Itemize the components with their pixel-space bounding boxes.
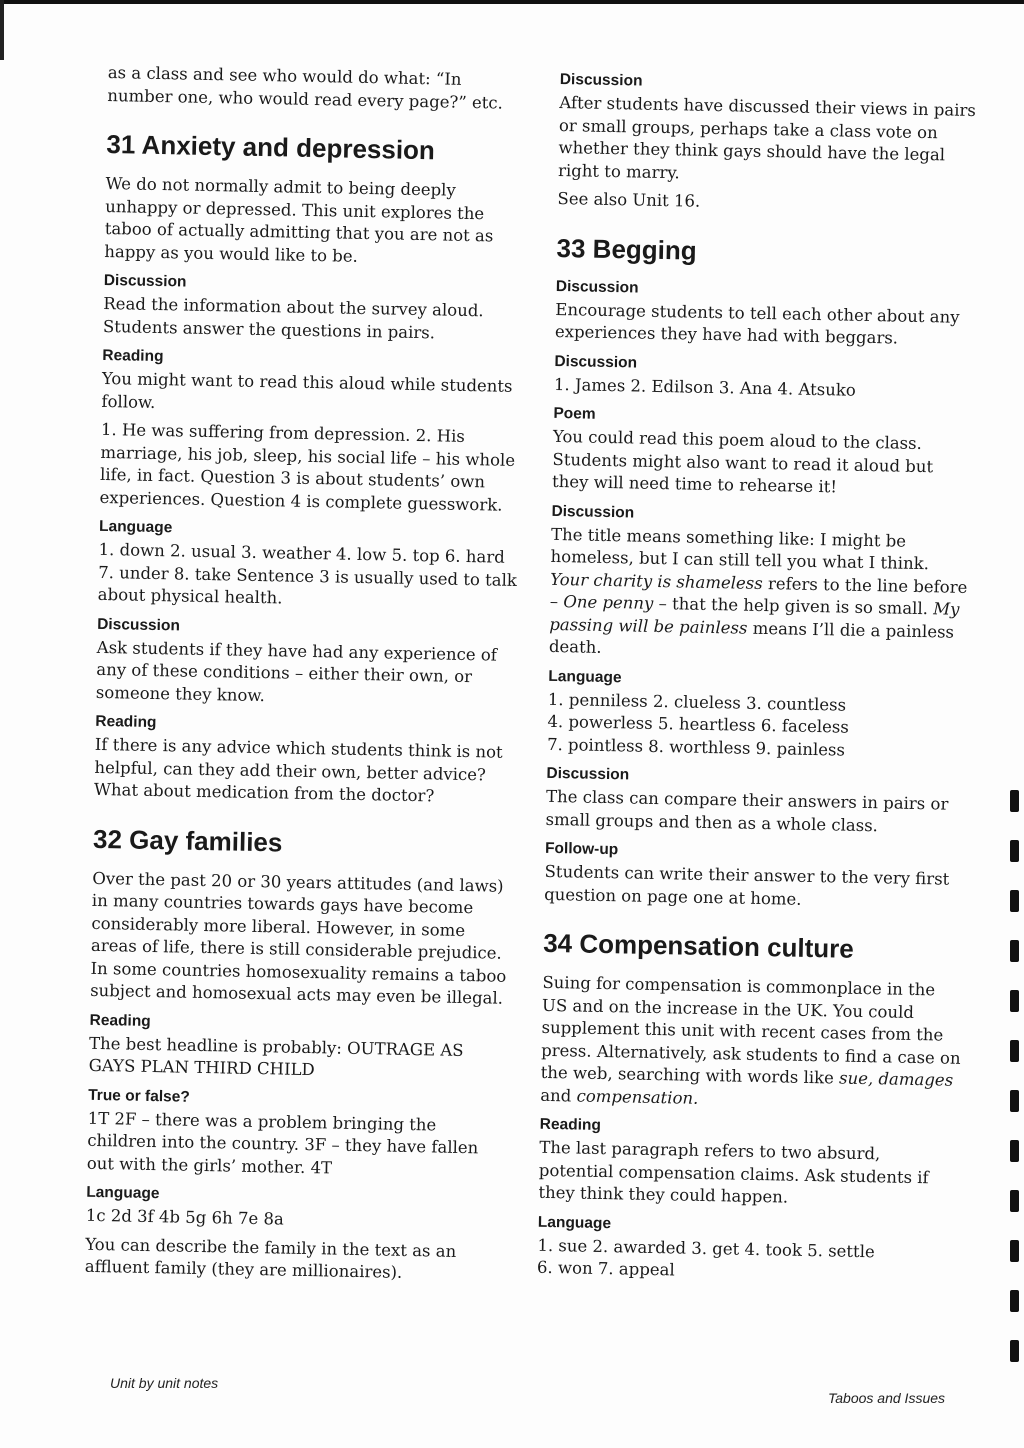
binding-mark bbox=[1010, 790, 1019, 812]
subheading: Discussion bbox=[97, 615, 181, 634]
paragraph: You could read this poem aloud to the class. Students might also want to read it aloud but they will need time to rehearse it! bbox=[551, 426, 934, 497]
binding-mark bbox=[1010, 990, 1019, 1012]
subheading: Language bbox=[548, 667, 622, 686]
text: and bbox=[540, 1085, 577, 1106]
subheading: Discussion bbox=[559, 70, 643, 90]
paragraph: The class can compare their answers in pairs or small groups and then as a whole class. bbox=[545, 786, 949, 835]
right-column bbox=[537, 70, 980, 1293]
paragraph: 1. James 2. Edilson 3. Ana 4. Atsuko bbox=[553, 374, 856, 400]
binding-mark bbox=[1010, 1190, 1019, 1212]
footer-left: Unit by unit notes bbox=[110, 1375, 219, 1391]
binding-mark bbox=[1010, 1090, 1019, 1112]
left-column bbox=[85, 62, 528, 1292]
italic-text: One penny bbox=[563, 592, 654, 613]
subheading: Discussion bbox=[103, 271, 187, 291]
text: – that the help given is so small. bbox=[653, 593, 934, 619]
binding-mark bbox=[1010, 1040, 1019, 1062]
paragraph: Students can write their answer to the very first question on page one at home. bbox=[543, 861, 950, 909]
paragraph bbox=[549, 523, 972, 666]
paragraph: The last paragraph refers to two absurd, potential compensation claims. Ask students if they think they could happen. bbox=[538, 1137, 929, 1207]
subheading: Discussion bbox=[546, 764, 630, 784]
answer-line: 4. powerless 5. heartless 6. faceless bbox=[547, 711, 849, 737]
paragraph: 1c 2d 3f 4b 5g 6h 7e 8a bbox=[85, 1205, 284, 1229]
unit-34-intro bbox=[540, 972, 963, 1115]
paragraph: Encourage students to tell each other about any experiences they have had with beggars. bbox=[554, 299, 960, 348]
answer-line: 1. sue 2. awarded 3. get 4. took 5. settle bbox=[537, 1235, 875, 1261]
paragraph: 1. down 2. usual 3. weather 4. low 5. top 6. hard 7. under 8. take Sentence 3 is usually used to talk about physical health. bbox=[97, 539, 518, 608]
subheading: Discussion bbox=[554, 352, 638, 372]
page-edge-shadow bbox=[0, 0, 4, 60]
italic-text: Your charity is shameless bbox=[550, 569, 763, 593]
unit-31-title: 31 Anxiety and depression bbox=[106, 128, 436, 166]
binding-marks bbox=[1010, 790, 1022, 1430]
paragraph: 1. He was suffering from depression. 2. His marriage, his job, sleep, his social life – his whole life, in fact. Question 3 is about students’ own experiences. Question 4 is complete guesswork. bbox=[99, 419, 516, 515]
answer-list bbox=[537, 1234, 958, 1287]
binding-mark bbox=[1010, 1340, 1019, 1362]
unit-31-intro: We do not normally admit to being deeply unhappy or depressed. This unit explores the taboo of actually admitting that you are not as happy as you would like to be. bbox=[104, 173, 494, 266]
italic-text: sue, damages bbox=[838, 1068, 954, 1090]
paragraph: The best headline is probably: OUTRAGE AS GAYS PLAN THIRD CHILD bbox=[88, 1033, 464, 1080]
subheading: Language bbox=[86, 1183, 160, 1203]
unit-34-title: 34 Compensation culture bbox=[542, 927, 855, 964]
unit-32-intro: Over the past 20 or 30 years attitudes (and laws) in many countries towards gays have become considerably more liberal. However, in some areas of life, there is still considerable prejudice. In some countries homosexuality remains a taboo subject and homosexual acts may even be illegal. bbox=[89, 868, 507, 1008]
paragraph: If there is any advice which students think is not helpful, can they add their own, better advice? What about medication from the doctor? bbox=[93, 734, 503, 806]
paragraph: See also Unit 16. bbox=[557, 188, 701, 211]
subheading: Discussion bbox=[555, 277, 639, 297]
subheading: Poem bbox=[553, 404, 596, 423]
subheading: Reading bbox=[102, 346, 164, 366]
footer-right: Taboos and Issues bbox=[828, 1390, 946, 1406]
paragraph: Read the information about the survey aloud. Students answer the questions in pairs. bbox=[102, 293, 484, 342]
subheading: True or false? bbox=[88, 1086, 190, 1106]
paragraph: Ask students if they have had any experience of any of these conditions – either their own, or someone they know. bbox=[95, 637, 498, 705]
binding-mark bbox=[1010, 1140, 1019, 1162]
intro-continuation: as a class and see who would do what: “In number one, who would read every page?” etc. bbox=[107, 62, 504, 113]
paragraph: You can describe the family in the text as an affluent family (they are millionaires). bbox=[84, 1234, 457, 1282]
paragraph: 1T 2F – there was a problem bringing the children into the country. 3F – they have fallen out with the girls’ mother. 4T bbox=[86, 1108, 479, 1178]
subheading: Reading bbox=[95, 712, 157, 732]
text: Suing for compensation is commonplace in the US and on the increase in the UK. You could supplement this unit with recent cases from the press. Alternatively, ask students to find a case on the web, searching with words like bbox=[540, 972, 961, 1088]
subheading: Follow-up bbox=[544, 839, 619, 859]
text: The title means something like: I might be homeless, but I can still tell you what I think. bbox=[550, 524, 930, 574]
answer-line: 6. won 7. appeal bbox=[536, 1257, 675, 1280]
subheading: Language bbox=[98, 517, 173, 537]
binding-mark bbox=[1010, 890, 1019, 912]
subheading: Discussion bbox=[551, 502, 635, 522]
subheading: Language bbox=[537, 1213, 612, 1232]
binding-mark bbox=[1010, 940, 1019, 962]
unit-33-title: 33 Begging bbox=[556, 232, 697, 266]
subheading: Reading bbox=[89, 1011, 151, 1030]
text: refers to the line before – bbox=[549, 573, 968, 612]
paragraph: After students have discussed their views in pairs or small groups, perhaps take a class vote on whether they think gays should have the legal right to marry. bbox=[557, 92, 977, 182]
unit-32-title: 32 Gay families bbox=[92, 823, 283, 857]
page-edge bbox=[0, 0, 1024, 4]
italic-text: compensation. bbox=[576, 1086, 699, 1108]
italic-text: My passing will be painless bbox=[549, 599, 960, 638]
binding-mark bbox=[1010, 840, 1019, 862]
binding-mark bbox=[1010, 1290, 1019, 1312]
answer-list bbox=[547, 688, 968, 764]
binding-mark bbox=[1010, 1240, 1019, 1262]
answer-line: 7. pointless 8. worthless 9. painless bbox=[546, 734, 846, 760]
subheading: Reading bbox=[539, 1115, 602, 1134]
answer-line: 1. penniless 2. clueless 3. countless bbox=[547, 689, 847, 715]
text: means I’ll die a painless death. bbox=[548, 618, 955, 657]
paragraph: You might want to read this aloud while students follow. bbox=[101, 368, 513, 412]
